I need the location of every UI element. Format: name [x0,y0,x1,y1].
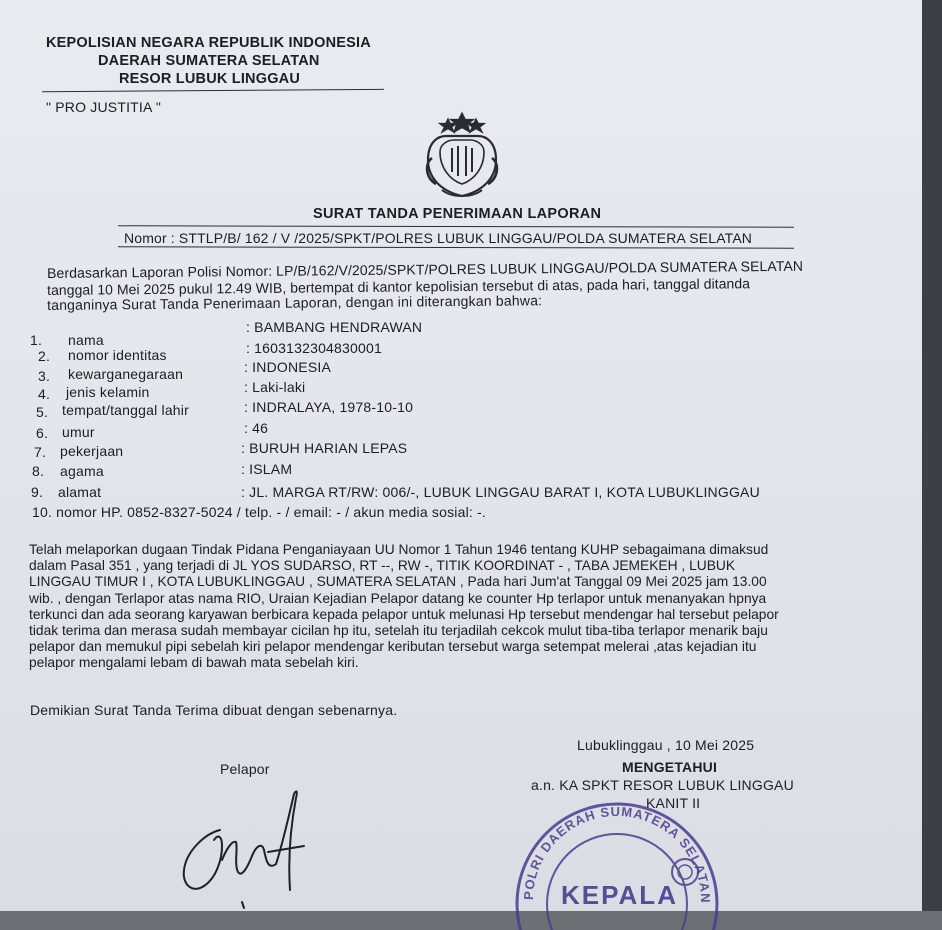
field-number: 1. [30,332,43,348]
field-label: agama [60,463,104,479]
field-label: kewarganegaraan [68,366,184,382]
official-stamp-icon [505,780,725,930]
field-number: 3. [38,368,51,384]
header-underline [42,89,384,92]
police-emblem-icon [412,106,512,202]
kasubag-line: a.n. KA SPKT RESOR LUBUK LINGGAU [531,777,794,793]
body-line-8: pelapor mengalami lebam di bawah mata sebelah kiri. [29,654,359,671]
body-line-7: pelapor dan memukul pipi sebelah kiri pelapor mendengar keributan tersebut warga setempat melerai ,atas kejadian itu [29,638,757,655]
field-number: 2. [38,348,51,364]
pelapor-label: Pelapor [220,761,270,777]
intro-line-2: tanggal 10 Mei 2025 pukul 12.49 WIB, bertempat di kantor kepolisian tersebut di atas, pada hari, tanggal ditanda [47,275,751,298]
stamp-center-text: KEPALA [561,880,678,910]
stamp-ring-text: POLRI DAERAH SUMATERA SELATAN [520,803,714,904]
closing-statement: Demikian Surat Tanda Terima dibuat dengan sebenarnya. [30,702,398,718]
document-title: SURAT TANDA PENERIMAAN LAPORAN [313,206,602,222]
field-label: umur [62,424,95,440]
header-line-1: KEPOLISIAN NEGARA REPUBLIK INDONESIA [46,35,371,51]
title-underline [118,225,794,227]
field-label: alamat [58,484,102,500]
field-number: 5. [36,404,49,420]
field-value: : ISLAM [241,461,293,477]
field-label: nama [68,332,104,348]
field-value: : JL. MARGA RT/RW: 006/-, LUBUK LINGGAU BARAT I, KOTA LUBUKLINGGAU [241,484,760,500]
pelapor-signature-icon [176,790,326,910]
mengetahui-label: MENGETAHUI [622,759,718,775]
field-value: : INDONESIA [244,359,331,375]
body-line-6: tidak terima dan merasa sudah membayar cicilan hp itu, setelah itu terjadilah cekcok mulut tiba-tiba terlapor menarik baju [29,622,768,639]
header-line-2: DAERAH SUMATERA SELATAN [98,53,320,69]
header-line-3: RESOR LUBUK LINGGAU [119,71,301,87]
intro-line-3: tanganinya Surat Tanda Penerimaan Laporan, dengan ini diterangkan bahwa: [47,292,543,313]
field-label: tempat/tanggal lahir [62,402,189,418]
field-value: : 1603132304830001 [246,340,382,356]
field-contact: 10. nomor HP. 0852-8327-5024 / telp. - / email: - / akun media sosial: -. [32,504,487,520]
field-number: 8. [32,463,45,479]
field-value: : 46 [244,420,269,436]
field-value: : INDRALAYA, 1978-10-10 [244,399,414,415]
intro-line-1: Berdasarkan Laporan Polisi Nomor: LP/B/162/V/2025/SPKT/POLRES LUBUK LINGGAU/POLDA SUMATERA SELATAN [47,257,804,281]
number-underline [118,246,794,248]
field-label: nomor identitas [68,347,167,363]
field-value: : BURUH HARIAN LEPAS [241,440,408,456]
place-date: Lubuklinggau , 10 Mei 2025 [577,737,755,753]
field-value: : Laki-laki [244,379,306,395]
field-label: pekerjaan [60,443,124,459]
background-edge [922,0,942,911]
field-number: 9. [31,484,44,500]
field-label: jenis kelamin [66,384,150,400]
field-number: 6. [36,425,49,441]
body-line-2: dalam Pasal 351 , yang terjadi di JL YOS SUDARSO, RT --, RW -, TITIK KOORDINAT - , TABA JEMEKEH , LUBUK [29,557,736,574]
pro-justitia: " PRO JUSTITIA " [46,99,162,115]
field-number: 7. [34,444,47,460]
body-line-4: wib. , dengan Terlapor atas nama RIO, Uraian Kejadian Pelapor datang ke counter Hp terlapor untuk menanyakan hpnya [29,589,767,606]
field-number: 4. [38,386,51,402]
kanit-line: KANIT II [646,795,701,811]
body-line-5: terkunci dan ada seorang karyawan berbicara kepada pelapor untuk melunasi Hp tersebut mendengar hal tersebut pelapor [29,605,779,622]
document-number: Nomor : STTLP/B/ 162 / V /2025/SPKT/POLRES LUBUK LINGGAU/POLDA SUMATERA SELATAN [124,230,753,246]
field-value: : BAMBANG HENDRAWAN [246,319,423,335]
report-body [29,541,790,671]
body-line-1: Telah melaporkan dugaan Tindak Pidana Penganiayaan UU Nomor 1 Tahun 1946 tentang KUHP sebagaimana dimaksud [29,541,769,557]
body-line-3: LINGGAU TIMUR I , KOTA LUBUKLINGGAU , SUMATERA SELATAN , Pada hari Jum'at Tanggal 09 Mei 2025 jam 13.00 [29,573,767,590]
